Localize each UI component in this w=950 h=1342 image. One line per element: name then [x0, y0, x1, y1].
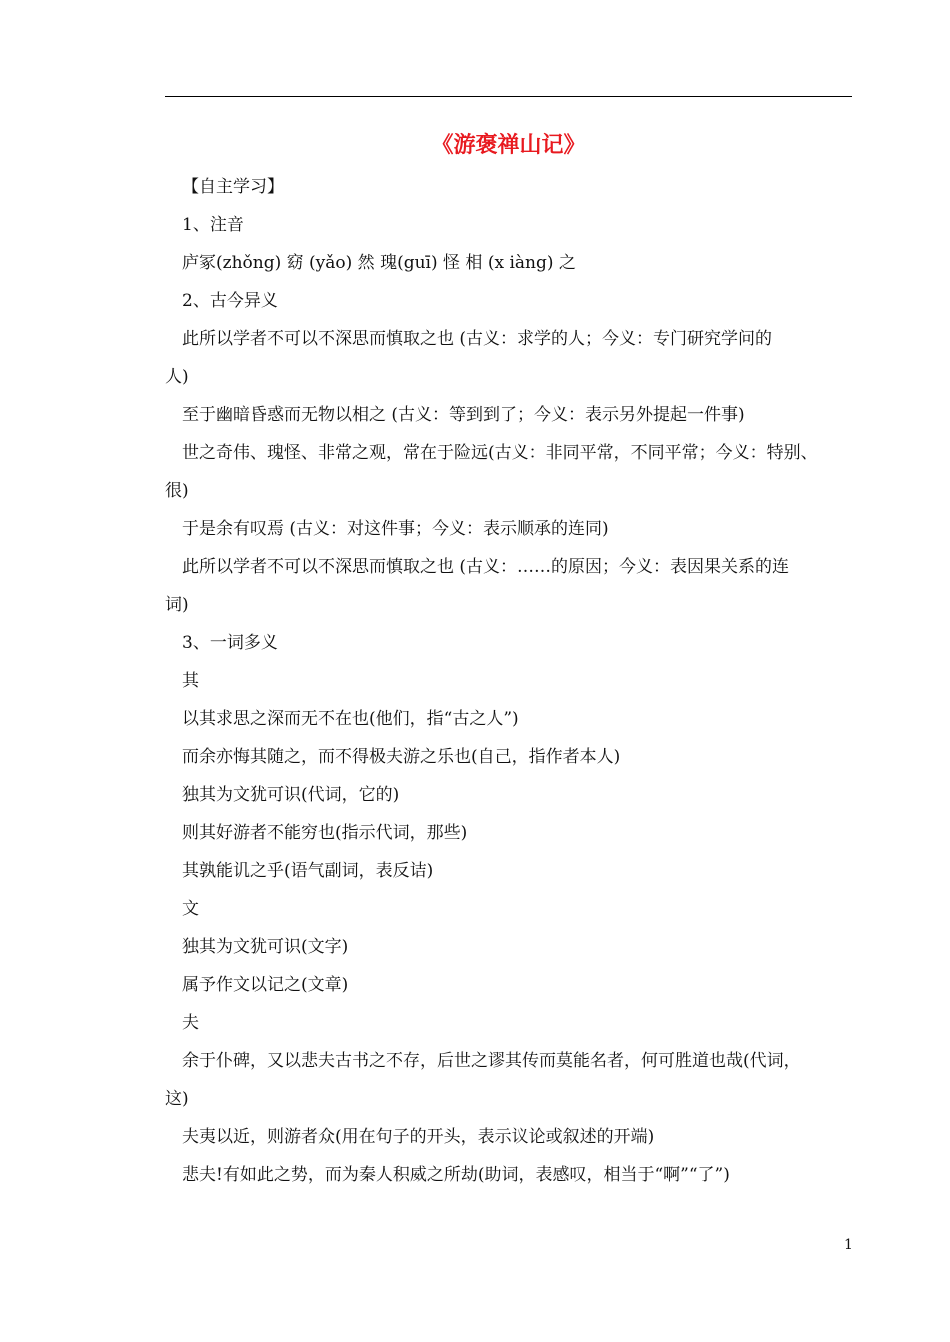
paragraph-line: 很) — [165, 481, 189, 501]
pronunciation-line: 庐冢(zhǒng) 窈 (yǎo) 然 瑰(guī) 怪 相 (x iàng) 之 — [182, 253, 576, 273]
paragraph-line: 世之奇伟、瑰怪、非常之观，常在于险远(古义：非同平常，不同平常；今义：特别、 — [182, 443, 818, 463]
example-line: 则其好游者不能穷也(指示代词，那些) — [182, 823, 468, 843]
paragraph-zhiyu: 至于幽暗昏惑而无物以相之 (古义：等到到了；今义：表示另外提起一件事) — [182, 405, 745, 425]
paragraph-line: 余于仆碑，又以悲夫古书之不存，后世之谬其传而莫能名者，何可胜道也哉(代词， — [182, 1051, 801, 1071]
header-rule — [165, 96, 852, 97]
paragraph-line: 这) — [165, 1089, 189, 1109]
example-line: 属予作文以记之(文章) — [182, 975, 349, 995]
paragraph-line: 人) — [165, 367, 189, 387]
paragraph-line: 此所以学者不可以不深思而慎取之也 (古义：求学的人；今义：专门研究学问的 — [182, 329, 773, 349]
paragraph-xuezhe — [165, 320, 852, 396]
word-heading-fu: 夫 — [182, 1013, 199, 1033]
example-line: 悲夫!有如此之势，而为秦人积威之所劫(助词，表感叹，相当于“啊”“了”) — [182, 1165, 730, 1185]
paragraph-suoyi — [165, 548, 852, 624]
paragraph-feichang — [165, 434, 852, 510]
example-line: 独其为文犹可识(文字) — [182, 937, 349, 957]
document-title: 《游褒禅山记》 — [431, 132, 586, 158]
word-heading-qi: 其 — [182, 671, 199, 691]
page-number: 1 — [844, 1237, 853, 1253]
section-heading-polysemy: 3、一词多义 — [182, 633, 278, 653]
example-line: 以其求思之深而无不在也(他们，指“古之人”) — [182, 709, 519, 729]
example-line: 而余亦悔其随之，而不得极夫游之乐也(自己，指作者本人) — [182, 747, 621, 767]
example-line: 夫夷以近，则游者众(用在句子的开头，表示议论或叙述的开端) — [182, 1127, 655, 1147]
example-line: 独其为文犹可识(代词，它的) — [182, 785, 400, 805]
paragraph-yushi: 于是余有叹焉 (古义：对这件事；今义：表示顺承的连同) — [182, 519, 609, 539]
section-heading-ancient-modern-meaning: 2、古今异义 — [182, 291, 278, 311]
word-heading-wen: 文 — [182, 899, 199, 919]
document-body — [165, 168, 852, 1194]
example-line: 其孰能讥之乎(语气副词，表反诘) — [182, 861, 434, 881]
section-heading-self-study: 【自主学习】 — [182, 177, 284, 197]
paragraph-pubei — [165, 1042, 852, 1118]
paragraph-line: 此所以学者不可以不深思而慎取之也 (古义：……的原因；今义：表因果关系的连 — [182, 557, 790, 577]
paragraph-line: 词) — [165, 595, 189, 615]
section-heading-pronunciation: 1、注音 — [182, 215, 244, 235]
